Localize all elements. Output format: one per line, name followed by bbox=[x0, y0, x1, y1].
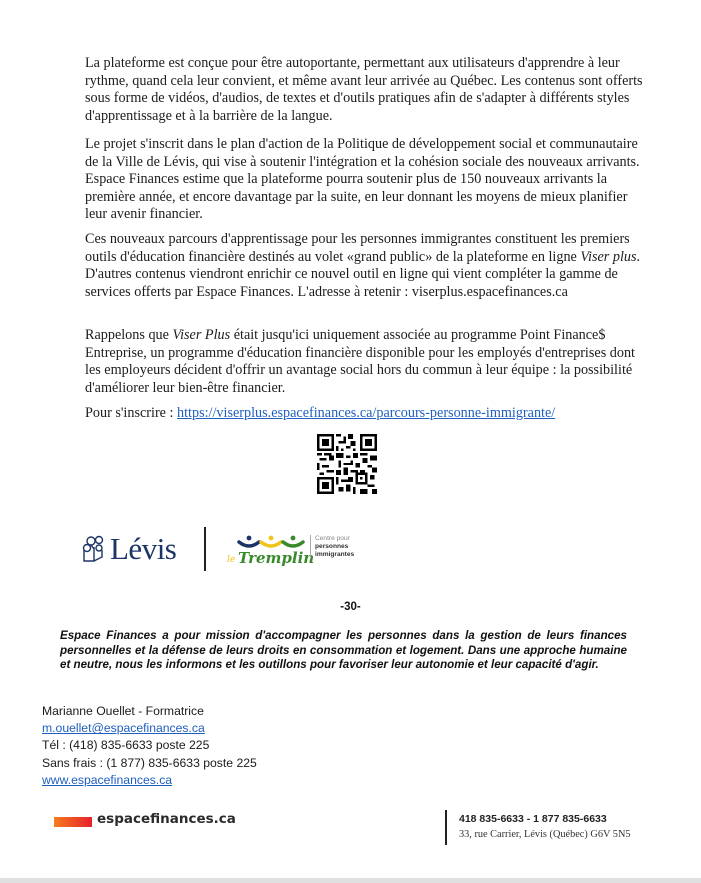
levis-logo bbox=[82, 533, 176, 565]
footer-address: 33, rue Carrier, Lévis (Québec) G6V 5N5 bbox=[459, 829, 631, 840]
partner-logos bbox=[82, 527, 382, 571]
contact-website-link[interactable]: www.espacefinances.ca bbox=[42, 772, 173, 787]
tagline-line: personnes bbox=[315, 543, 349, 550]
tagline-line: immigrantes bbox=[315, 551, 355, 558]
levis-wordmark: Lévis bbox=[110, 531, 177, 566]
footer-site: espacefinances.ca bbox=[97, 811, 236, 827]
contact-phone: Tél : (418) 835-6633 poste 225 bbox=[42, 738, 210, 753]
page-bottom-edge bbox=[0, 878, 701, 883]
svg-text:Tremplin: Tremplin bbox=[238, 549, 315, 567]
paragraph-reminder bbox=[85, 327, 645, 397]
footer-phones: 418 835-6633 - 1 877 835-6633 bbox=[459, 813, 607, 825]
contact-block bbox=[42, 703, 257, 789]
paragraph-register bbox=[85, 405, 645, 423]
register-link[interactable]: https://viserplus.espacefinances.ca/parcours-personne-immigrante/ bbox=[177, 405, 556, 421]
viser-plus-italic: Viser plus bbox=[580, 248, 637, 265]
contact-email-link[interactable]: m.ouellet@espacefinances.ca bbox=[42, 721, 205, 736]
footer-divider bbox=[445, 810, 447, 845]
tagline-line: Centre pour bbox=[315, 535, 350, 542]
text: . D'autres contenus viendront enrichir ce nouvel outil en ligne qui vient compléter la gamme de services offerts par Espace Finances. L'adresse à retenir : viserplus.espacefinances.ca bbox=[85, 248, 641, 300]
text: Ces nouveaux parcours d'apprentissage pour les personnes immigrantes constituent les premiers outils d'éducation financière destinés au volet «grand public» de la plateforme en ligne bbox=[85, 231, 630, 265]
svg-text:le: le bbox=[227, 555, 236, 565]
brand-gradient-bar bbox=[54, 817, 92, 827]
register-label: Pour s'inscrire : bbox=[85, 405, 178, 421]
contact-name: Marianne Ouellet - Formatrice bbox=[42, 704, 204, 718]
viser-plus-italic: Viser Plus bbox=[172, 327, 231, 343]
levis-emblem-icon bbox=[82, 535, 106, 563]
paragraph-learning-paths bbox=[85, 231, 645, 301]
text: était jusqu'ici uniquement associée au programme Point Finance$ Entreprise, un programme d'éducation financière disponible pour les employés d'entreprises dont les employeurs décident d'offrir un avantage social hors du commun à leur équipe : la possibilité d'améliorer leur bien-être financier. bbox=[85, 327, 635, 396]
paragraph-project: Le projet s'inscrit dans le plan d'action de la Politique de développement social et communautaire de la Ville de Lévis, qui vise à soutenir l'intégration et la cohésion sociale des nouveaux arrivants. Espace Finances estime que la plateforme pourra soutenir plus de 150 nouveaux arrivants la première année, et encore davantage par la suite, en leur donnant les moyens de mieux planifier leur avenir financier. bbox=[85, 136, 640, 223]
qr-code-icon bbox=[317, 434, 377, 494]
end-mark: -30- bbox=[340, 601, 361, 613]
logo-divider bbox=[204, 527, 206, 571]
contact-tollfree: Sans frais : (1 877) 835-6633 poste 225 bbox=[42, 755, 257, 770]
tremplin-tagline bbox=[310, 535, 354, 559]
paragraph-platform: La plateforme est conçue pour être autoportante, permettant aux utilisateurs d'apprendre à leur rythme, quand cela leur convient, et même avant leur arrivée au Québec. Les contenus sont offerts sous forme de vidéos, d'audios, de textes et d'outils pratiques afin de s'adapter à différents styles d'apprentissage et à la barrière de la langue. bbox=[85, 55, 643, 124]
mission-statement: Espace Finances a pour mission d'accompagner les personnes dans la gestion de leurs finances personnelles et la défense de leurs droits en consommation et logement. Dans une approche humaine et neutre, nous les informons et les outillons pour favoriser leur autonomie et leur capacité d'agir. bbox=[60, 629, 627, 672]
text: Rappelons que bbox=[85, 327, 173, 343]
